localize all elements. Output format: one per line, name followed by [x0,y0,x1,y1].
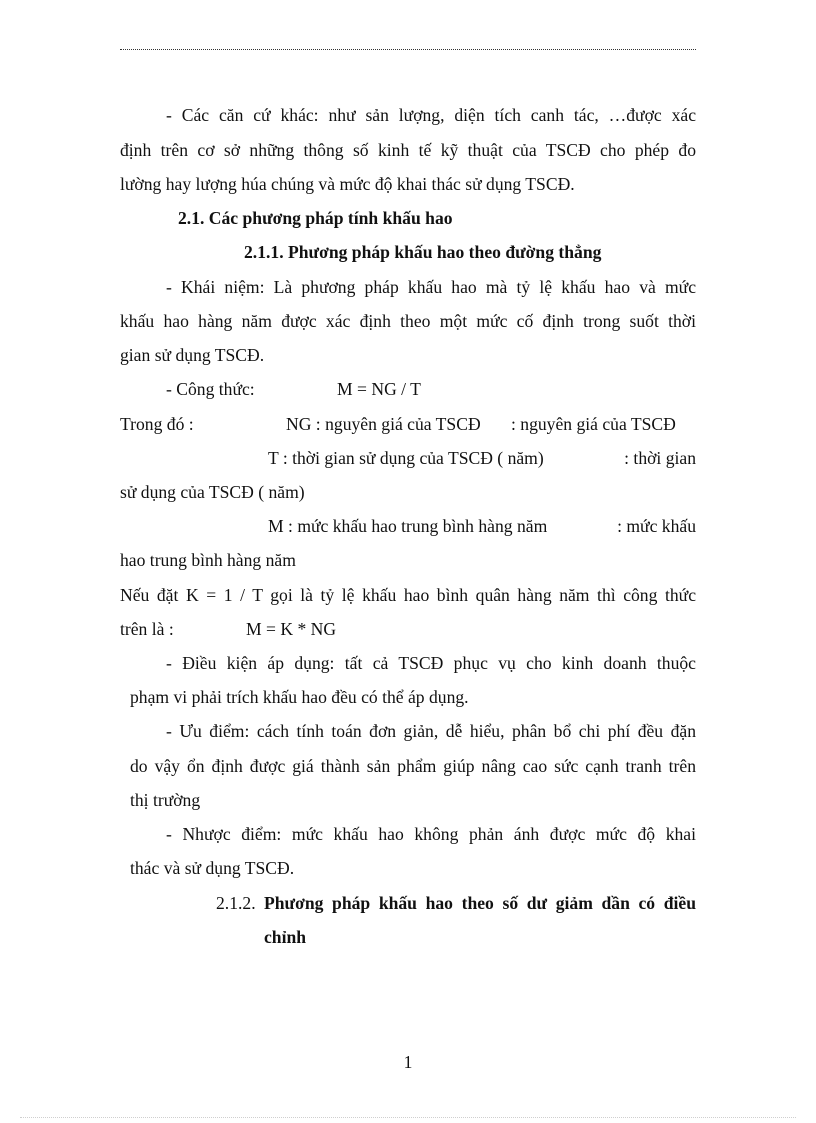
where-t-continuation: sử dụng của TSCĐ ( năm) [120,482,305,502]
advantages-line-3: thị trường [130,790,201,810]
advantages-line-1: - Ưu điểm: cách tính toán đơn giản, dễ hiểu, phân bổ chi phí đều đặn [166,721,696,741]
where-m-continuation: hao trung bình hàng năm [120,550,296,570]
where-label: Trong đó : [120,414,194,434]
advantages-line-2: do vậy ổn định được giá thành sản phẩm giúp nâng cao sức cạnh tranh trên [130,756,696,776]
where-ng-repeat: : nguyên giá của TSCĐ [511,414,676,434]
ratio-line-2-expression: M = K * NG [246,619,337,639]
heading-2-1-2-line-2: chỉnh [264,927,307,947]
concept-line-2: khấu hao hàng năm được xác định theo một mức cố định trong suốt thời [120,311,696,331]
where-ng-definition: NG : nguyên giá của TSCĐ [286,414,481,434]
ratio-line-1: Nếu đặt K = 1 / T gọi là tỷ lệ khấu hao bình quân hàng năm thì công thức [120,585,696,605]
paragraph-other-bases-line-3: lường hay lượng húa chúng và mức độ khai thác sử dụng TSCĐ. [120,174,575,194]
paragraph-other-bases-line-1: - Các căn cứ khác: như sản lượng, diện tích canh tác, …được xác [166,105,696,125]
heading-2-1-2-number: 2.1.2. [216,893,256,913]
where-t-definition: T : thời gian sử dụng của TSCĐ ( năm) [268,448,544,468]
page-number: 1 [403,1052,413,1072]
ratio-line-2-label: trên là : [120,619,174,639]
where-m-repeat: : mức khấu [617,516,696,536]
heading-2-1-2-line-1: Phương pháp khấu hao theo số dư giảm dần có điều [264,893,696,913]
heading-2-1: 2.1. Các phương pháp tính khấu hao [178,208,453,228]
formula-expression: M = NG / T [337,379,421,399]
where-t-repeat: : thời gian [624,448,696,468]
disadvantages-line-2: thác và sử dụng TSCĐ. [130,858,295,878]
disadvantages-line-1: - Nhược điểm: mức khấu hao không phản ánh được mức độ khai [166,824,696,844]
concept-line-3: gian sử dụng TSCĐ. [120,345,265,365]
concept-line-1: - Khái niệm: Là phương pháp khấu hao mà tỷ lệ khấu hao và mức [166,277,696,297]
conditions-line-2: phạm vi phải trích khấu hao đều có thể áp dụng. [130,687,469,707]
footer-dotted-rule [20,1117,796,1118]
heading-2-1-1: 2.1.1. Phương pháp khấu hao theo đường thẳng [244,242,602,262]
header-dotted-rule [120,49,696,50]
formula-label: - Công thức: [166,379,255,399]
conditions-line-1: - Điều kiện áp dụng: tất cả TSCĐ phục vụ cho kinh doanh thuộc [166,653,696,673]
where-m-definition: M : mức khấu hao trung bình hàng năm [268,516,548,536]
paragraph-other-bases-line-2: định trên cơ sở những thông số kinh tế kỹ thuật của TSCĐ cho phép đo [120,140,696,160]
